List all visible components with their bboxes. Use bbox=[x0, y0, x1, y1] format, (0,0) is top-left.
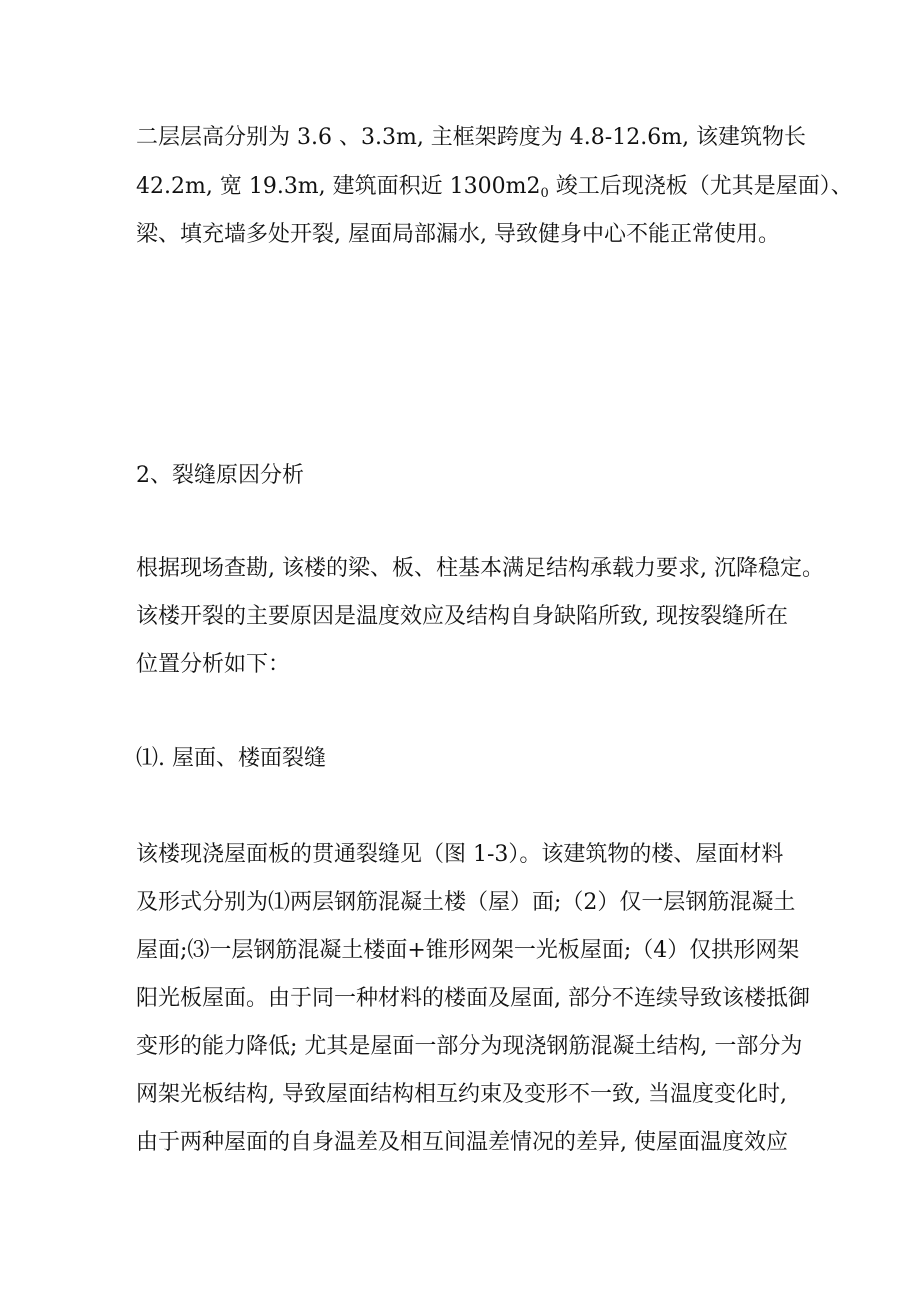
subscript-zero: 0 bbox=[540, 186, 549, 201]
paragraph-3-line-7: 由于两种屋面的自身温差及相互间温差情况的差异, 使屋面温度效应 bbox=[136, 1130, 788, 1155]
paragraph-2-line-3: 位置分析如下： bbox=[136, 652, 291, 677]
paragraph-2-line-2: 该楼开裂的主要原因是温度效应及结构自身缺陷所致, 现按裂缝所在 bbox=[136, 604, 788, 629]
paragraph-3-line-2: 及形式分别为⑴两层钢筋混凝土楼（屋）面;（2）仅一层钢筋混凝土 bbox=[136, 890, 796, 915]
paragraph-1-line-2-tail: 竣工后现浇板（尤其是屋面）、 bbox=[548, 174, 853, 199]
paragraph-3-line-1: 该楼现浇屋面板的贯通裂缝见（图 1-3）。该建筑物的楼、屋面材料 bbox=[136, 842, 784, 867]
paragraph-2-line-1: 根据现场查勘, 该楼的梁、板、柱基本满足结构承载力要求, 沉降稳定。 bbox=[136, 556, 824, 581]
paragraph-3-line-4: 阳光板屋面。由于同一种材料的楼面及屋面, 部分不连续导致该楼抵御 bbox=[136, 986, 810, 1011]
paragraph-1-line-1: 二层层高分别为 3.6 、3.3m, 主框架跨度为 4.8-12.6m, 该建筑物长 bbox=[136, 125, 807, 150]
paragraph-1-line-2-text: 42.2m, 宽 19.3m, 建筑面积近 1300m2 bbox=[136, 174, 541, 199]
paragraph-3-line-6: 网架光板结构, 导致屋面结构相互约束及变形不一致, 当温度变化时, bbox=[136, 1082, 787, 1107]
paragraph-3-line-5: 变形的能力降低; 尤其是屋面一部分为现浇钢筋混凝土结构, 一部分为 bbox=[136, 1034, 803, 1059]
section-heading: 2、裂缝原因分析 bbox=[136, 463, 304, 488]
paragraph-1-line-2 bbox=[136, 172, 853, 209]
paragraph-1-line-3: 梁、填充墙多处开裂, 屋面局部漏水, 导致健身中心不能正常使用。 bbox=[136, 222, 780, 247]
subheading: ⑴. 屋面、楼面裂缝 bbox=[136, 746, 326, 771]
paragraph-3-line-3: 屋面;⑶一层钢筋混凝土楼面+锥形网架一光板屋面;（4）仅拱形网架 bbox=[136, 938, 800, 963]
